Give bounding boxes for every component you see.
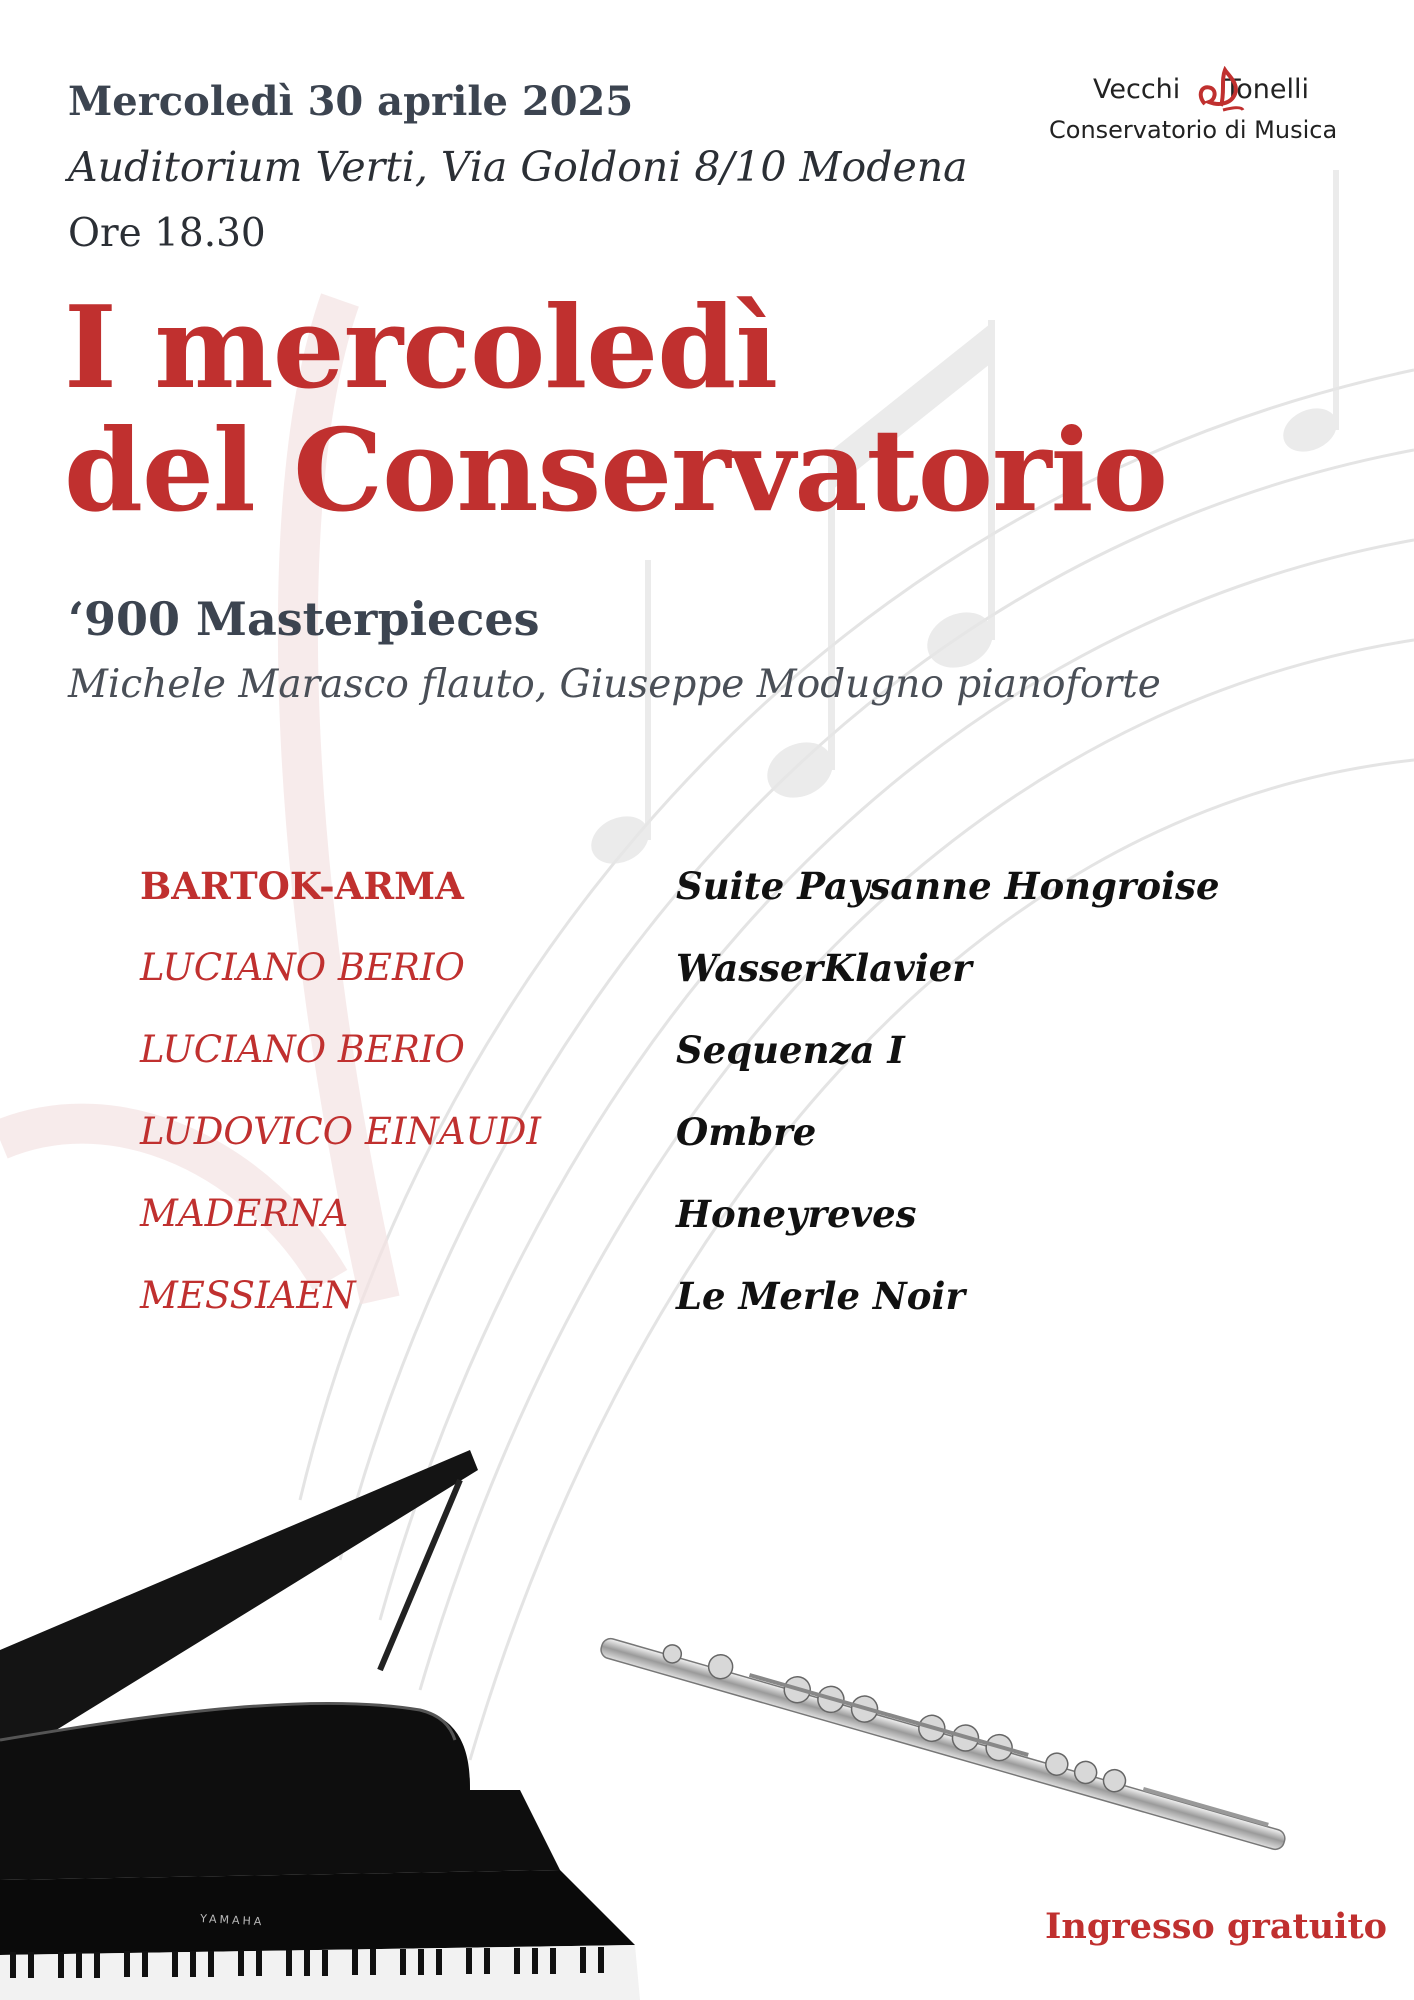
program-list xyxy=(140,864,1290,1356)
event-date: Mercoledì 30 aprile 2025 xyxy=(68,78,634,125)
work-title: WasserKlavier xyxy=(676,946,972,990)
work-title: Honeyreves xyxy=(676,1192,917,1236)
program-item xyxy=(140,1192,1290,1274)
program-item xyxy=(140,1274,1290,1356)
program-item xyxy=(140,864,1290,946)
work-title: Ombre xyxy=(676,1110,817,1154)
composer-name: LUCIANO BERIO xyxy=(140,1028,465,1071)
treble-clef-heart-icon xyxy=(1195,66,1245,114)
piano-brand-label: YAMAHA xyxy=(199,1912,265,1929)
title-line-1: I mercoledì xyxy=(64,281,778,414)
program-item xyxy=(140,1110,1290,1192)
program-item xyxy=(140,1028,1290,1110)
conservatory-logo xyxy=(1045,66,1355,156)
event-time: Ore 18.30 xyxy=(68,211,266,256)
free-admission-label: Ingresso gratuito xyxy=(1045,1906,1387,1947)
composer-name: BARTOK-ARMA xyxy=(140,864,464,908)
title-line-2: del Conservatorio xyxy=(64,404,1167,537)
program-item xyxy=(140,946,1290,1028)
concert-subtitle: ‘900 Masterpieces xyxy=(68,592,540,646)
performers: Michele Marasco flauto, Giuseppe Modugno pianoforte xyxy=(68,662,1161,707)
composer-name: MADERNA xyxy=(140,1192,349,1235)
page-title xyxy=(64,281,1167,537)
composer-name: LUDOVICO EINAUDI xyxy=(140,1110,542,1153)
work-title: Sequenza I xyxy=(676,1028,905,1072)
composer-name: MESSIAEN xyxy=(140,1274,356,1317)
work-title: Le Merle Noir xyxy=(676,1274,965,1318)
logo-subtitle: Conservatorio di Musica xyxy=(1049,116,1338,144)
grand-piano-illustration xyxy=(0,1440,640,2000)
work-title: Suite Paysanne Hongroise xyxy=(676,864,1220,908)
logo-name-left: Vecchi xyxy=(1093,74,1181,105)
event-venue: Auditorium Verti, Via Goldoni 8/10 Modena xyxy=(68,143,968,191)
flute-illustration xyxy=(585,1630,1305,1880)
logo-name-right: Tonelli xyxy=(1224,74,1309,105)
composer-name: LUCIANO BERIO xyxy=(140,946,465,989)
